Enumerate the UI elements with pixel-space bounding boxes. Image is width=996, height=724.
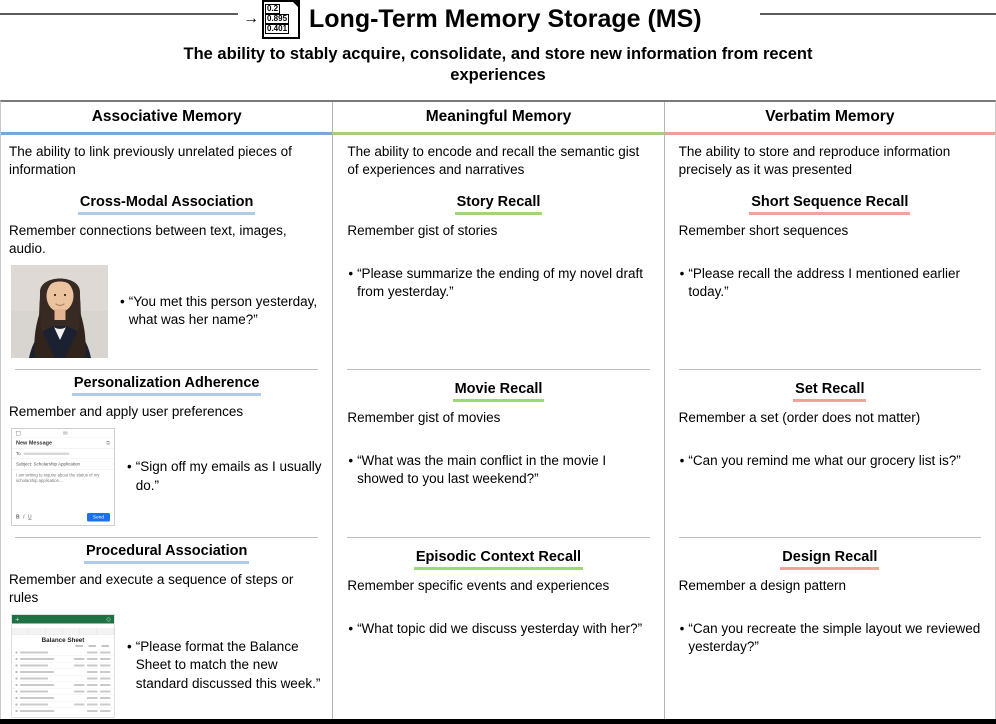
section-heading: Short Sequence Recall xyxy=(749,194,910,215)
top-rule-left xyxy=(0,13,238,15)
section-summary: Remember and apply user preferences xyxy=(9,404,244,419)
bottom-rule xyxy=(0,719,996,724)
column-associative-memory xyxy=(1,102,332,719)
compose-window-title: New Message xyxy=(16,439,53,446)
example-quote: “Can you remind me what our grocery list is?” xyxy=(688,452,961,468)
column-description: The ability to store and reproduce information precisely as it was presented xyxy=(678,144,951,177)
column-description: The ability to encode and recall the semantic gist of experiences and narratives xyxy=(347,144,640,177)
section-summary: Remember specific events and experiences xyxy=(347,578,610,593)
memory-document-icon xyxy=(262,0,300,39)
section-personalization-adherence xyxy=(1,370,332,537)
section-cross-modal-association xyxy=(1,189,332,369)
sheet-row xyxy=(12,701,114,708)
column-meaningful-memory xyxy=(332,102,663,719)
section-episodic-context-recall xyxy=(333,538,663,719)
bullet: • xyxy=(127,638,132,654)
bullet: • xyxy=(120,293,125,309)
example-quote: “Please summarize the ending of my novel draft from yesterday.” xyxy=(357,265,643,300)
sheet-row xyxy=(12,656,114,663)
sheet-row xyxy=(12,675,114,682)
section-story-recall xyxy=(333,189,663,369)
column-title-verbatim: Verbatim Memory xyxy=(665,102,995,135)
sheet-header-row xyxy=(12,645,114,650)
figure-header xyxy=(243,0,702,38)
section-heading: Personalization Adherence xyxy=(72,375,262,396)
bullet: • xyxy=(679,620,685,636)
section-summary: Remember short sequences xyxy=(678,223,849,238)
email-compose-mock xyxy=(11,428,115,526)
to-label: To xyxy=(16,450,21,456)
bullet: • xyxy=(348,265,354,281)
section-heading: Story Recall xyxy=(455,194,543,215)
example-quote: “You met this person yesterday, what was her name?” xyxy=(128,293,318,328)
memory-types-table xyxy=(0,100,996,719)
expand-icon: ⧉ xyxy=(106,440,110,446)
column-letters-row xyxy=(12,629,114,635)
sheet-row xyxy=(12,688,114,695)
bullet: • xyxy=(679,452,685,468)
memory-value: 0.401 xyxy=(267,24,288,33)
sheet-row xyxy=(12,669,114,676)
page-title: Long-Term Memory Storage (MS) xyxy=(309,4,702,33)
example-quote: “Please format the Balance Sheet to match the new standard discussed this week.” xyxy=(135,638,321,691)
bold-icon: B xyxy=(16,514,20,520)
top-rule-right xyxy=(760,13,996,15)
bullet: • xyxy=(348,452,354,468)
underline-icon: U xyxy=(28,514,32,520)
section-procedural-association xyxy=(1,538,332,719)
bullet: • xyxy=(127,459,132,475)
section-design-recall xyxy=(665,538,995,719)
column-title-associative: Associative Memory xyxy=(1,102,332,135)
example-quote: “What was the main conflict in the movie I showed to you last weekend?” xyxy=(357,452,607,487)
section-summary: Remember a set (order does not matter) xyxy=(678,410,921,425)
arrow-right-icon: → xyxy=(243,10,259,27)
section-summary: Remember and execute a sequence of steps or rules xyxy=(9,572,294,605)
section-summary: Remember connections between text, images, audio. xyxy=(9,223,287,256)
memory-value: 0.2 xyxy=(267,4,279,13)
sheet-title: Balance Sheet xyxy=(41,635,85,643)
sheet-row xyxy=(12,695,114,702)
bullet: • xyxy=(679,265,685,281)
section-summary: Remember a design pattern xyxy=(678,578,846,593)
sheet-row xyxy=(12,649,114,656)
section-short-sequence-recall xyxy=(665,189,995,369)
window-control-icon xyxy=(16,431,21,436)
sheet-row xyxy=(12,708,114,715)
section-heading: Episodic Context Recall xyxy=(414,549,583,570)
format-toolbar xyxy=(16,514,32,520)
plus-icon xyxy=(16,617,20,621)
folded-corner-icon xyxy=(291,0,300,9)
section-heading: Cross-Modal Association xyxy=(78,194,256,215)
italic-icon: I xyxy=(23,514,25,520)
section-heading: Design Recall xyxy=(780,549,879,570)
formula-bar xyxy=(12,623,114,629)
section-set-recall xyxy=(665,370,995,537)
envelope-icon: ✉ xyxy=(62,430,68,437)
column-title-meaningful: Meaningful Memory xyxy=(333,102,663,135)
column-verbatim-memory xyxy=(664,102,995,719)
sheet-row xyxy=(12,662,114,669)
section-heading: Procedural Association xyxy=(84,543,249,564)
section-movie-recall xyxy=(333,370,663,537)
memory-value: 0.895 xyxy=(267,14,288,23)
subject-line: Subject: Scholarship Application xyxy=(12,459,114,470)
email-body: I am writing to inquire about the status of my scholarship application... xyxy=(16,472,100,484)
spreadsheet-mock xyxy=(11,614,115,718)
section-heading: Set Recall xyxy=(793,381,866,402)
sheet-row xyxy=(12,682,114,689)
send-button: Send xyxy=(87,513,110,522)
column-description: The ability to link previously unrelated pieces of information xyxy=(9,144,292,177)
example-quote: “What topic did we discuss yesterday with her?” xyxy=(357,620,643,636)
section-summary: Remember gist of stories xyxy=(347,223,498,238)
recipient-placeholder xyxy=(23,452,69,455)
portrait-photo xyxy=(11,265,108,358)
example-quote: “Please recall the address I mentioned earlier today.” xyxy=(688,265,961,300)
example-quote: “Can you recreate the simple layout we reviewed yesterday?” xyxy=(688,620,981,655)
spreadsheet-toolbar xyxy=(12,615,114,624)
bullet: • xyxy=(348,620,354,636)
account-icon xyxy=(107,617,111,621)
section-summary: Remember gist of movies xyxy=(347,410,501,425)
section-heading: Movie Recall xyxy=(453,381,545,402)
figure-subtitle: The ability to stably acquire, consolidate, and store new information from recent experiences xyxy=(183,45,813,85)
example-quote: “Sign off my emails as I usually do.” xyxy=(135,459,322,493)
